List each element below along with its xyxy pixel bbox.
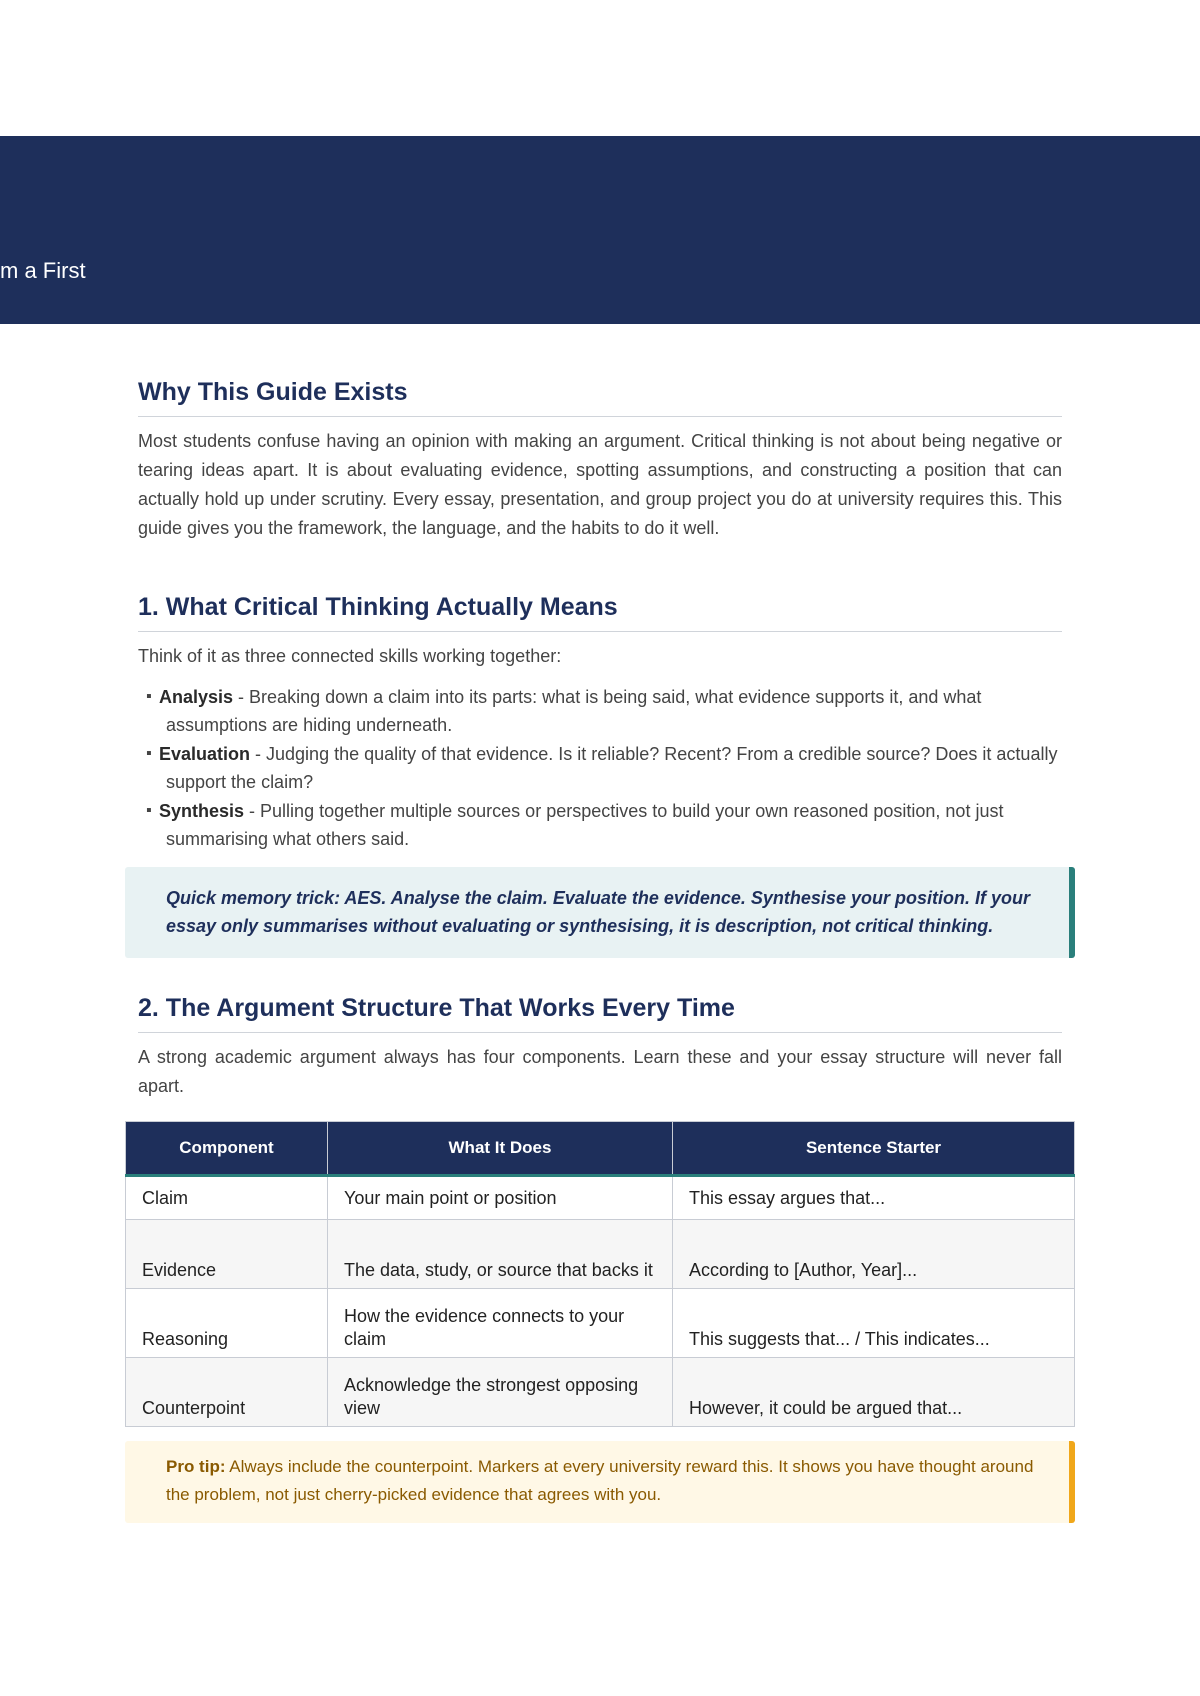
pro-tip-callout [125,1441,1075,1523]
table-cell: How the evidence connects to your claim [328,1289,673,1358]
section-intro: Think of it as three connected skills working together: [138,646,562,666]
skills-list [138,683,1062,853]
table-cell: Acknowledge the strongest opposing view [328,1358,673,1427]
list-item: ▪ Evaluation - Judging the quality of that evidence. Is it reliable? Recent? From a credible source? Does it actually support the claim? [146,744,1058,792]
bullet-term: Synthesis [159,801,245,821]
bullet-text: - Breaking down a claim into its parts: what is being said, what evidence supports it, and what assumptions are hiding underneath. [166,687,982,735]
column-header: Sentence Starter [673,1122,1075,1176]
table-cell: Claim [126,1176,328,1220]
header-banner [0,136,1200,324]
table-header-row [126,1122,1075,1176]
section-heading: Why This Guide Exists [138,378,1062,417]
bullet-text: - Pulling together multiple sources or perspectives to build your own reasoned position, not just summarising what others said. [166,801,1004,849]
table-cell: Counterpoint [126,1358,328,1427]
banner-title: m a First [0,258,86,283]
bullet-term: Analysis [159,687,234,707]
table-cell: This suggests that... / This indicates... [673,1289,1075,1358]
section-critical-thinking [138,593,1062,958]
bullet-text: - Judging the quality of that evidence. Is it reliable? Recent? From a credible source? Does it actually support the claim? [166,744,1058,792]
table-cell: Evidence [126,1220,328,1289]
table-cell: The data, study, or source that backs it [328,1220,673,1289]
section-heading: 1. What Critical Thinking Actually Means [138,593,1062,632]
table-cell: However, it could be argued that... [673,1358,1075,1427]
table-row [126,1176,1075,1220]
section-intro: A strong academic argument always has four components. Learn these and your essay structure will never fall apart. [138,1047,1062,1096]
memory-trick-callout: Quick memory trick: AES. Analyse the claim. Evaluate the evidence. Synthesise your position. If your essay only summarises without evaluating or synthesising, it is description, not critical thinking. [125,867,1075,958]
table-cell: Your main point or position [328,1176,673,1220]
document-body [138,378,1062,1523]
column-header: Component [126,1122,328,1176]
section-why-guide [138,378,1062,543]
column-header: What It Does [328,1122,673,1176]
list-item: ▪ Synthesis - Pulling together multiple sources or perspectives to build your own reasoned position, not just summarising what others said. [146,801,1004,849]
section-argument-structure [138,994,1062,1523]
tip-text: Always include the counterpoint. Markers at every university reward this. It shows you have thought around the problem, not just cherry-picked evidence that agrees with you. [166,1457,1034,1504]
bullet-term: Evaluation [159,744,251,764]
list-item: ▪ Analysis - Breaking down a claim into its parts: what is being said, what evidence supports it, and what assumptions are hiding underneath. [146,687,982,735]
table-cell: This essay argues that... [673,1176,1075,1220]
argument-table [125,1121,1075,1427]
table-cell: According to [Author, Year]... [673,1220,1075,1289]
table-row [126,1358,1075,1427]
table-cell: Reasoning [126,1289,328,1358]
table-row [126,1289,1075,1358]
tip-label: Pro tip: [166,1457,226,1476]
section-paragraph: Most students confuse having an opinion with making an argument. Critical thinking is not about being negative or tearing ideas apart. It is about evaluating evidence, spotting assumptions, and constructing a position that can actually hold up under scrutiny. Every essay, presentation, and group project you do at university requires this. This guide gives you the framework, the language, and the habits to do it well. [138,431,1062,538]
section-heading: 2. The Argument Structure That Works Every Time [138,994,1062,1033]
table-row [126,1220,1075,1289]
